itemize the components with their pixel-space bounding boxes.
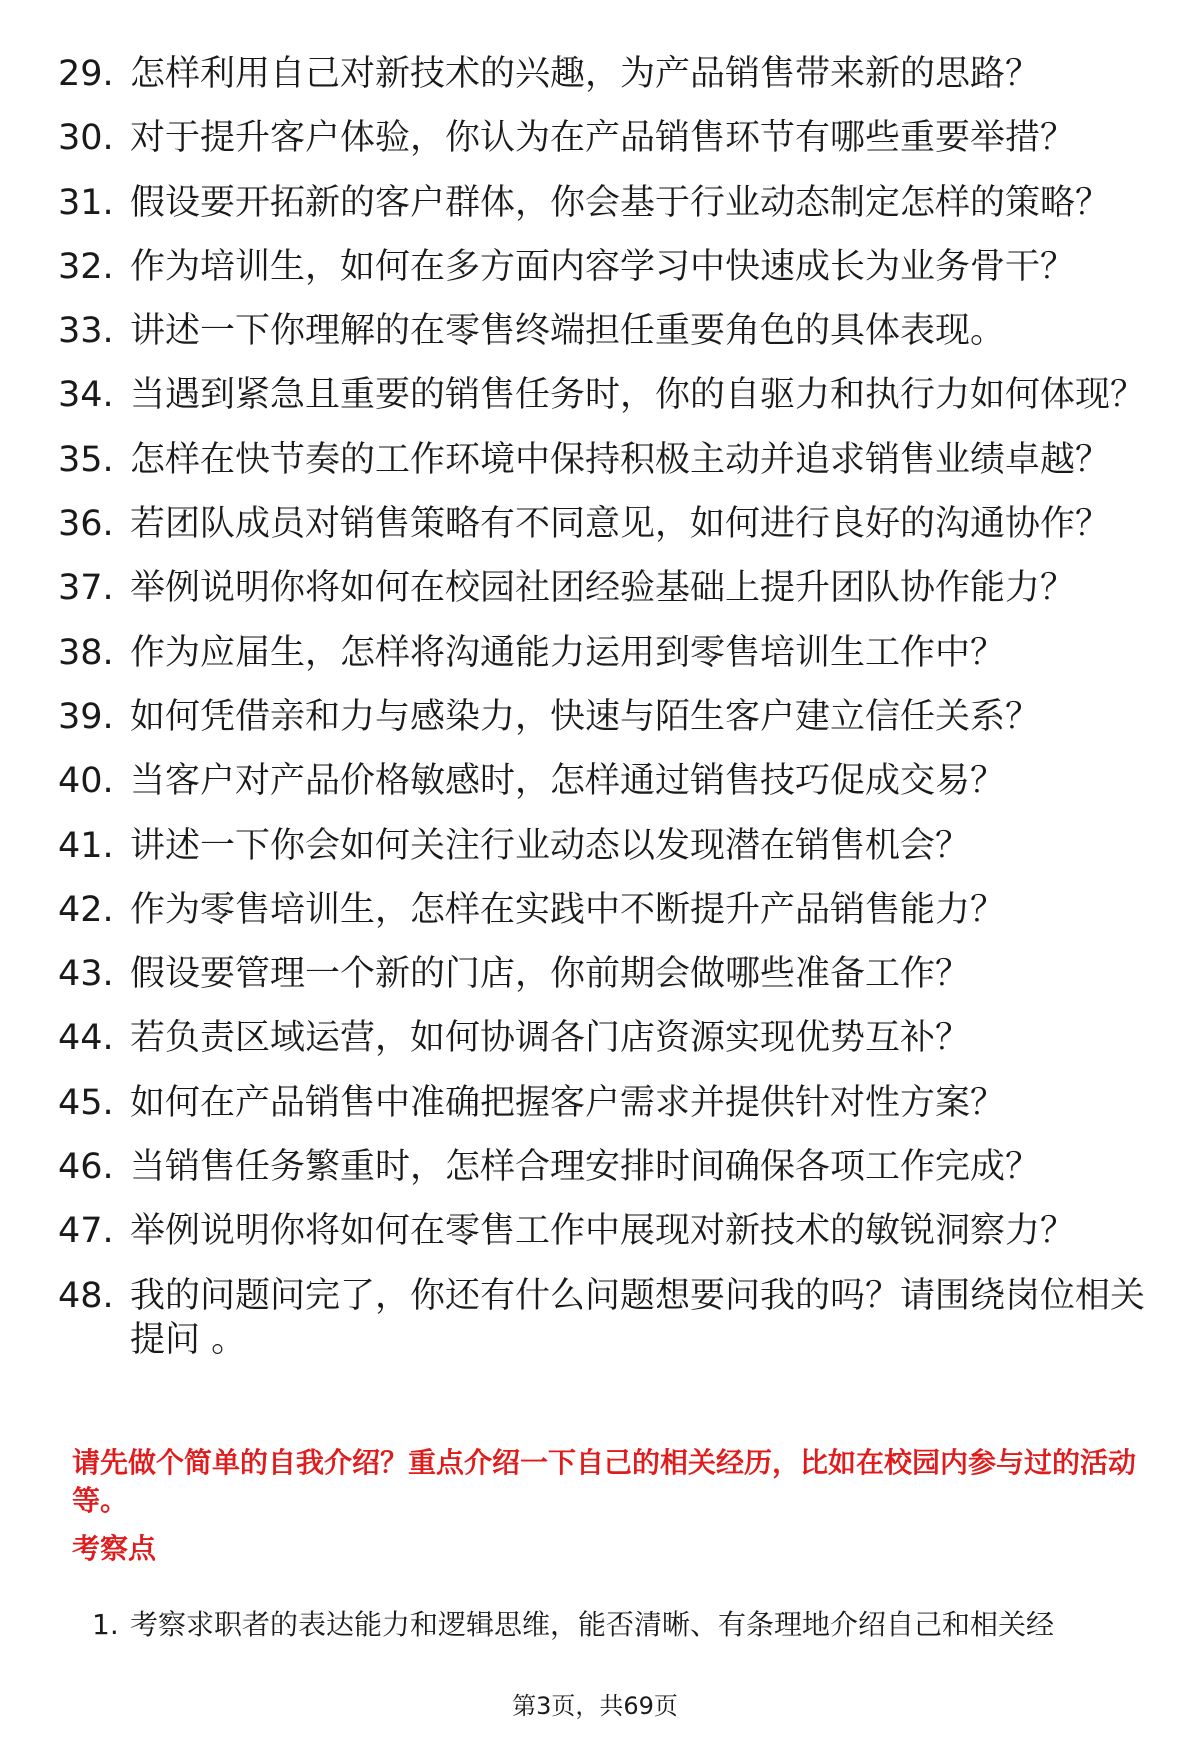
question-number: 42. [58, 889, 114, 930]
question-text: 假设要开拓新的客户群体，你会基于行业动态制定怎样的策略？ [130, 182, 1111, 223]
question-text: 当遇到紧急且重要的销售任务时，你的自驱力和执行力如何体现？ [130, 375, 1146, 416]
point-text: 考察求职者的表达能力和逻辑思维，能否清晰、有条理地介绍自己和相关经 [130, 1608, 1055, 1641]
question-number: 30. [58, 118, 114, 159]
question-number: 37. [58, 568, 114, 609]
question-number: 46. [58, 1147, 114, 1188]
question-list [58, 52, 1148, 1382]
question-number: 38. [58, 632, 114, 673]
question-item [58, 245, 1148, 289]
question-number: 43. [58, 954, 114, 995]
question-number: 44. [58, 1018, 114, 1059]
question-text: 如何在产品销售中准确把握客户需求并提供针对性方案？ [130, 1082, 1006, 1123]
question-number: 41. [58, 825, 114, 866]
question-number: 47. [58, 1211, 114, 1252]
question-text: 我的问题问完了，你还有什么问题想要问我的吗？请围绕岗位相关提问 。 [130, 1275, 1146, 1360]
question-number: 39. [58, 696, 114, 737]
question-number: 33. [58, 311, 114, 352]
question-text: 如何凭借亲和力与感染力，快速与陌生客户建立信任关系？ [130, 696, 1041, 737]
question-number: 35. [58, 439, 114, 480]
question-text: 怎样在快节奏的工作环境中保持积极主动并追求销售业绩卓越？ [130, 439, 1111, 480]
question-item [58, 52, 1148, 96]
question-item [58, 181, 1148, 225]
question-item [58, 1145, 1148, 1189]
page-footer: 第3页，共69页 [512, 1692, 678, 1720]
question-number: 32. [58, 246, 114, 287]
question-text: 作为应届生，怎样将沟通能力运用到零售培训生工作中？ [130, 632, 1006, 673]
question-text: 作为培训生，如何在多方面内容学习中快速成长为业务骨干？ [130, 246, 1076, 287]
question-text: 举例说明你将如何在校园社团经验基础上提升团队协作能力？ [130, 568, 1076, 609]
question-item [58, 695, 1148, 739]
question-text: 讲述一下你理解的在零售终端担任重要角色的具体表现。 [130, 311, 1006, 352]
question-item [58, 566, 1148, 610]
question-item [58, 116, 1148, 160]
section-heading: 请先做个简单的自我介绍？重点介绍一下自己的相关经历，比如在校园内参与过的活动等。 [72, 1446, 1137, 1517]
question-item [58, 759, 1148, 803]
question-item [58, 888, 1148, 932]
question-item [58, 1081, 1148, 1125]
question-item [58, 824, 1148, 868]
question-number: 31. [58, 182, 114, 223]
question-item [58, 309, 1148, 353]
question-number: 34. [58, 375, 114, 416]
question-text: 假设要管理一个新的门店，你前期会做哪些准备工作？ [130, 954, 971, 995]
question-text: 怎样利用自己对新技术的兴趣，为产品销售带来新的思路？ [130, 54, 1041, 94]
question-number: 29. [58, 54, 114, 94]
question-item [58, 952, 1148, 996]
question-item [58, 438, 1148, 482]
question-text: 讲述一下你会如何关注行业动态以发现潜在销售机会？ [130, 825, 971, 866]
assessment-point [92, 1606, 1152, 1644]
question-number: 48. [58, 1275, 114, 1316]
question-text: 若团队成员对销售策略有不同意见，如何进行良好的沟通协作？ [130, 504, 1111, 545]
question-number: 40. [58, 761, 114, 802]
question-item [58, 1209, 1148, 1253]
point-number: 1. [92, 1608, 119, 1641]
question-text: 作为零售培训生，怎样在实践中不断提升产品销售能力？ [130, 889, 1006, 930]
question-item [58, 1274, 1148, 1362]
question-item [58, 1016, 1148, 1060]
question-item [58, 502, 1148, 546]
question-text: 若负责区域运营，如何协调各门店资源实现优势互补？ [130, 1018, 971, 1059]
question-number: 45. [58, 1082, 114, 1123]
question-item [58, 631, 1148, 675]
question-number: 36. [58, 504, 114, 545]
question-text: 当销售任务繁重时，怎样合理安排时间确保各项工作完成？ [130, 1147, 1041, 1188]
question-text: 对于提升客户体验，你认为在产品销售环节有哪些重要举措？ [130, 118, 1076, 159]
question-text: 当客户对产品价格敏感时，怎样通过销售技巧促成交易？ [130, 761, 1006, 802]
question-text: 举例说明你将如何在零售工作中展现对新技术的敏锐洞察力？ [130, 1211, 1076, 1252]
section-subheading: 考察点 [72, 1532, 157, 1565]
question-item [58, 373, 1148, 417]
